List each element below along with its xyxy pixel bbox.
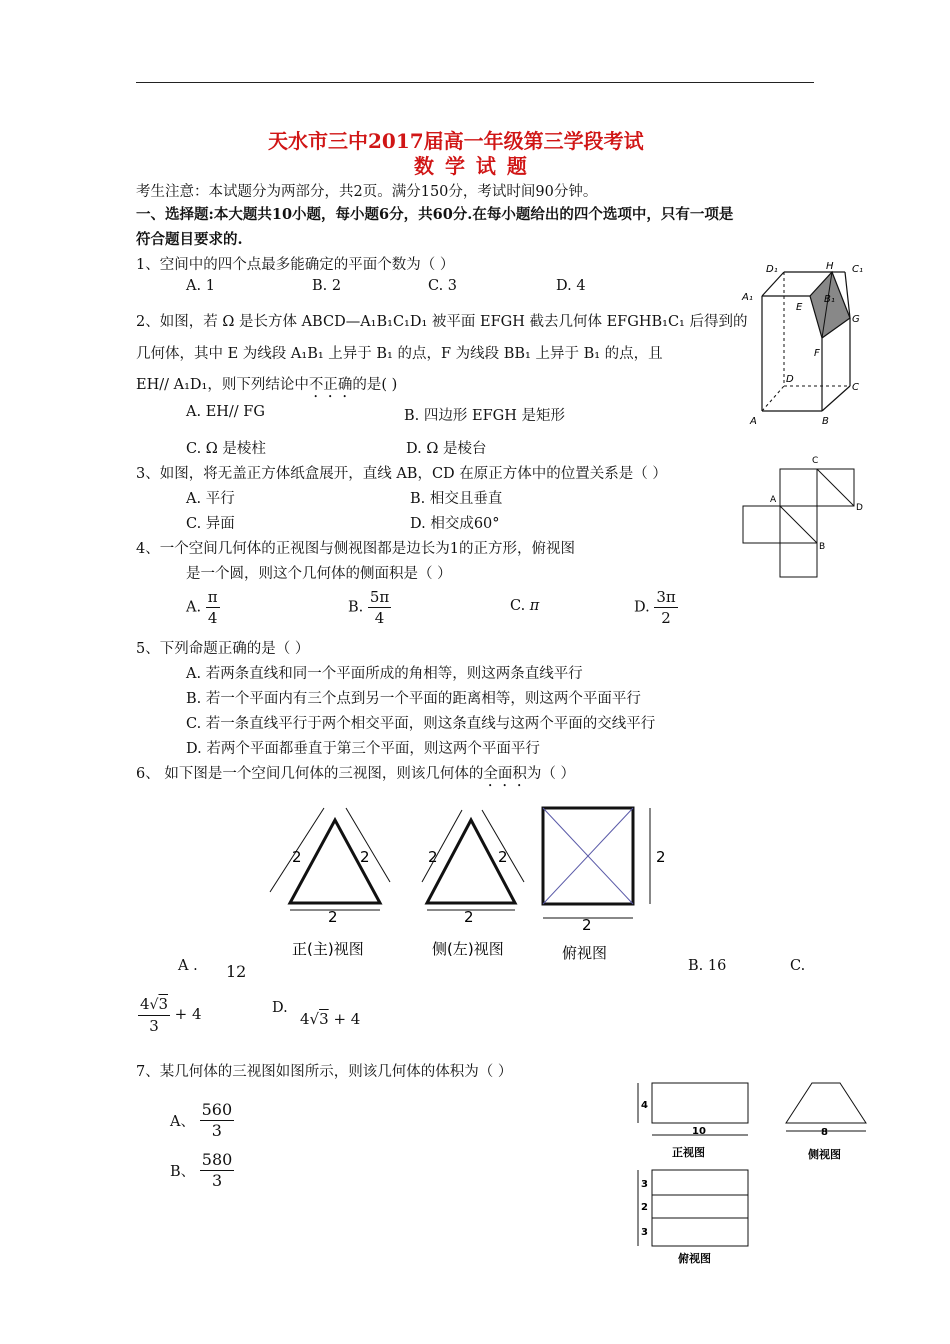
label-b: B — [822, 416, 829, 427]
q6-option-a-value: 12 — [226, 962, 247, 981]
section1-heading-cont: 符合题目要求的. — [136, 231, 243, 248]
q6-top-dim-right: 2 — [656, 848, 666, 866]
exam-subtitle: 数 学 试 题 — [414, 154, 529, 178]
q2-stem-line1: 2、如图，若 Ω 是长方体 ABCD—A₁B₁C₁D₁ 被平面 EFGH 截去几何体 EFGHB₁C₁ 后得到的 — [136, 314, 748, 330]
q5-stem: 5、下列命题正确的是（ ） — [136, 641, 310, 657]
q6-option-c-letter: C. — [790, 958, 806, 974]
q4-option-b: B. $\frac{5\pi}{4}$ — [348, 588, 390, 627]
net-label-b: B — [819, 542, 826, 552]
q6-side-view — [422, 810, 524, 958]
q6-side-dim-right: 2 — [498, 848, 508, 866]
q6-option-b: B. 16 — [688, 958, 727, 974]
q7-option-a: A、 $\frac{560}{3}$ — [170, 1100, 233, 1140]
q6-side-dim-left: 2 — [428, 848, 438, 866]
q6-front-dim-left: 2 — [292, 848, 302, 866]
net-label-d: D — [856, 503, 863, 513]
q2-cuboid-figure — [740, 258, 870, 430]
q6-front-dim-right: 2 — [360, 848, 370, 866]
q1-option-c: C. 3 — [428, 278, 458, 294]
q2-stem-line2: 几何体，其中 E 为线段 A₁B₁ 上异于 B₁ 的点，F 为线段 BB₁ 上异于 B₁ 的点，且 — [136, 346, 663, 362]
q6-top-view — [543, 808, 666, 962]
label-h: H — [826, 261, 834, 272]
label-c: C — [852, 382, 859, 393]
label-d: D — [786, 374, 794, 385]
q7-side-view-label: 侧视图 — [808, 1148, 841, 1161]
q2-option-b: B. 四边形 EFGH 是矩形 — [404, 408, 565, 424]
q5-option-a: A. 若两条直线和同一个平面所成的角相等，则这两条直线平行 — [186, 666, 583, 682]
q2-option-d: D. Ω 是棱台 — [406, 441, 487, 457]
label-d1: D₁ — [766, 264, 778, 275]
q6-front-dim-bottom: 2 — [328, 908, 338, 926]
q6-front-view-label: 正(主)视图 — [292, 940, 364, 958]
q1-option-a: A. 1 — [186, 278, 215, 294]
q3-option-d: D. 相交成60° — [410, 516, 500, 532]
q6-option-d-value: 4√3 + 4 — [300, 1010, 361, 1028]
exam-title: 天水市三中2017届高一年级第三学段考试 — [268, 129, 644, 153]
q5-option-c: C. 若一条直线平行于两个相交平面，则这条直线与这两个平面的交线平行 — [186, 716, 656, 732]
net-label-c: C — [812, 456, 819, 466]
q4-option-a: A. $\frac{\pi}{4}$ — [186, 588, 218, 627]
q6-side-view-label: 侧(左)视图 — [432, 940, 504, 958]
q7-option-b: B、 $\frac{580}{3}$ — [170, 1150, 233, 1190]
q4-stem-line1: 4、一个空间几何体的正视图与侧视图都是边长为1的正方形，俯视图 — [136, 541, 575, 557]
q1-option-d: D. 4 — [556, 278, 586, 294]
q7-dim-length: 10 — [692, 1126, 706, 1137]
q4-stem-line2: 是一个圆，则这个几何体的侧面积是（ ） — [186, 566, 452, 582]
q6-side-dim-bottom: 2 — [464, 908, 474, 926]
q6-top-view-label: 俯视图 — [562, 944, 608, 962]
q2-stem-line3: EH// A₁D₁，则下列结论中不正确的是( ) — [136, 377, 398, 393]
q7-dim-width: 8 — [821, 1127, 828, 1138]
q3-stem: 3、如图，将无盖正方体纸盒展开，直线 AB，CD 在原正方体中的位置关系是（ ） — [136, 466, 667, 482]
q5-option-b: B. 若一个平面内有三个点到另一个平面的距离相等，则这两个平面平行 — [186, 691, 641, 707]
q3-option-c: C. 异面 — [186, 516, 235, 532]
label-a: A — [750, 416, 757, 427]
label-g: G — [852, 314, 860, 325]
q7-three-views-figure — [628, 1078, 873, 1268]
q6-option-c-value: $\frac{4√3}{3}$ + 4 — [140, 995, 202, 1035]
q4-option-d: D. $\frac{3\pi}{2}$ — [634, 588, 676, 627]
label-f: F — [814, 348, 820, 359]
q6-top-dim-bottom: 2 — [582, 916, 592, 934]
section1-heading: 一、选择题:本大题共10小题，每小题6分，共60分.在每小题给出的四个选项中，只有一项是 — [136, 206, 734, 223]
q6-option-a-letter: A . — [178, 958, 198, 974]
label-c1: C₁ — [852, 264, 863, 275]
q7-front-view-label: 正视图 — [672, 1146, 705, 1159]
q6-three-views-figure — [262, 800, 672, 965]
label-b1: B₁ — [824, 294, 835, 305]
q5-option-d: D. 若两个平面都垂直于第三个平面，则这两个平面平行 — [186, 741, 540, 757]
q7-top-view-label: 俯视图 — [678, 1252, 711, 1265]
q1-option-b: B. 2 — [312, 278, 342, 294]
label-e: E — [796, 302, 803, 313]
net-label-a: A — [770, 495, 777, 505]
label-a1: A₁ — [742, 292, 753, 303]
q3-cube-net-figure — [740, 452, 870, 582]
q6-front-view — [270, 808, 390, 958]
q7-dim-top-2: 2 — [641, 1202, 648, 1213]
q6-stem: 6、 如下图是一个空间几何体的三视图，则该几何体的全面积为（ ） — [136, 766, 575, 782]
q7-dim-top-1: 3 — [641, 1179, 648, 1190]
exam-notice: 考生注意：本试题分为两部分，共2页。满分150分，考试时间90分钟。 — [136, 184, 598, 200]
q6-option-d-letter: D. — [272, 1000, 288, 1016]
q1-stem: 1、空间中的四个点最多能确定的平面个数为（ ） — [136, 257, 455, 273]
q2-option-c: C. Ω 是棱柱 — [186, 441, 266, 457]
q3-option-b: B. 相交且垂直 — [410, 491, 503, 507]
q4-option-c: C. π — [510, 598, 540, 614]
q3-option-a: A. 平行 — [186, 491, 235, 507]
q7-dim-top-3: 3 — [641, 1227, 648, 1238]
q2-option-a: A. EH// FG — [186, 404, 265, 420]
q7-stem: 7、某几何体的三视图如图所示，则该几何体的体积为（ ） — [136, 1064, 513, 1080]
q7-dim-height: 4 — [641, 1100, 648, 1111]
header-rule — [136, 82, 814, 83]
